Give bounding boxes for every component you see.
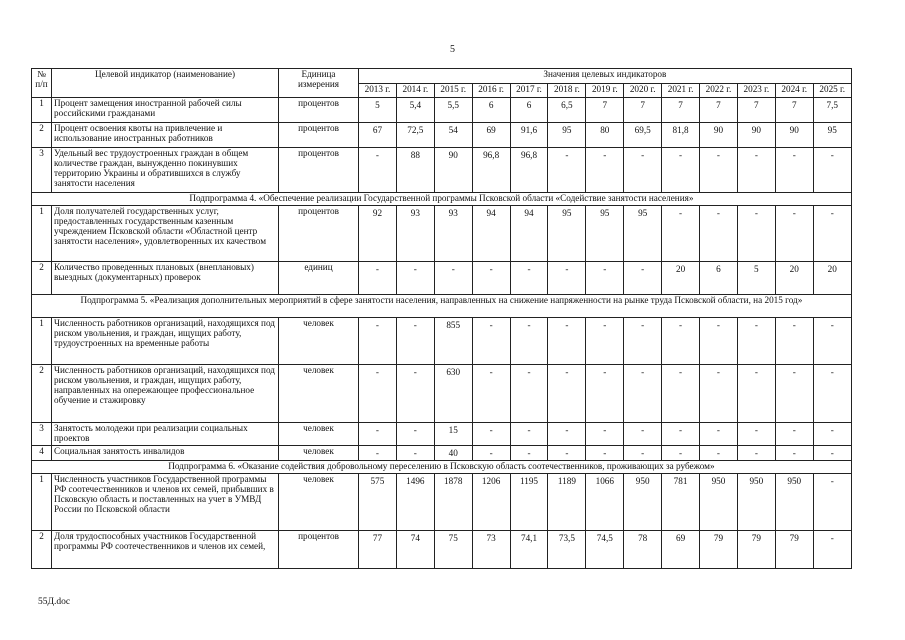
indicator-value: -	[775, 206, 813, 262]
indicator-value: 7	[775, 98, 813, 123]
indicator-value: 94	[510, 206, 548, 262]
indicator-value: 90	[700, 123, 738, 148]
table-row	[32, 148, 852, 193]
indicator-name: Количество проведенных плановых (внеплановых) выездных (документарных) проверок	[52, 262, 279, 295]
indicator-value: 781	[662, 474, 700, 531]
row-number: 1	[32, 318, 52, 365]
indicator-value: -	[510, 446, 548, 461]
indicator-value: -	[396, 446, 434, 461]
indicator-value: -	[548, 446, 586, 461]
indicator-value: -	[624, 365, 662, 423]
indicator-value: -	[775, 318, 813, 365]
indicator-value: 95	[586, 206, 624, 262]
indicator-value: 7	[662, 98, 700, 123]
indicator-value: -	[586, 423, 624, 446]
indicator-value: -	[472, 318, 510, 365]
indicator-value: -	[396, 365, 434, 423]
header-year: 2013 г.	[359, 84, 397, 98]
indicator-value: 92	[359, 206, 397, 262]
indicator-value: -	[662, 365, 700, 423]
indicator-value: 95	[813, 123, 851, 148]
indicator-value: 5	[359, 98, 397, 123]
indicator-value: 77	[359, 531, 397, 569]
indicator-value: -	[624, 262, 662, 295]
indicator-value: -	[737, 206, 775, 262]
indicator-value: -	[359, 148, 397, 193]
indicator-value: 96,8	[510, 148, 548, 193]
indicator-value: -	[813, 474, 851, 531]
unit-of-measure: человек	[279, 318, 359, 365]
table-row	[32, 206, 852, 262]
indicator-value: 79	[775, 531, 813, 569]
indicator-value: 54	[434, 123, 472, 148]
indicator-value: -	[775, 148, 813, 193]
indicator-value: 1206	[472, 474, 510, 531]
indicator-value: -	[472, 446, 510, 461]
indicator-name: Численность участников Государственной программы РФ соотечественников и членов их семей, прибывших в Псковскую область и поставленных на учет в УМВД России по Псковской области	[52, 474, 279, 531]
indicator-value: -	[624, 446, 662, 461]
indicator-value: 5,4	[396, 98, 434, 123]
table-row	[32, 474, 852, 531]
indicator-value: -	[813, 531, 851, 569]
indicator-value: 855	[434, 318, 472, 365]
row-number: 3	[32, 423, 52, 446]
indicator-value: 74,5	[586, 531, 624, 569]
indicator-name: Доля получателей государственных услуг, предоставленных государственным казенным учреждением Псковской области «Областной центр занятости населения», удовлетворенных их качеством	[52, 206, 279, 262]
indicator-name: Социальная занятость инвалидов	[52, 446, 279, 461]
indicator-value: 6	[700, 262, 738, 295]
header-unit: Единица измерения	[279, 69, 359, 98]
subprogram-title: Подпрограмма 4. «Обеспечение реализации Государственной программы Псковской области «Содействие занятости населения»	[32, 193, 852, 206]
indicator-value: 950	[700, 474, 738, 531]
indicator-value: -	[396, 318, 434, 365]
indicator-value: 6,5	[548, 98, 586, 123]
indicator-value: 95	[548, 123, 586, 148]
indicator-value: 1496	[396, 474, 434, 531]
indicator-value: -	[737, 318, 775, 365]
unit-of-measure: процентов	[279, 123, 359, 148]
header-year: 2020 г.	[624, 84, 662, 98]
indicator-value: -	[548, 423, 586, 446]
target-indicators-table	[31, 68, 852, 569]
row-number: 2	[32, 365, 52, 423]
indicator-value: -	[586, 262, 624, 295]
indicator-value: 20	[662, 262, 700, 295]
indicator-value: 40	[434, 446, 472, 461]
indicator-value: -	[737, 446, 775, 461]
indicator-value: 630	[434, 365, 472, 423]
indicator-name: Процент освоения квоты на привлечение и использование иностранных работников	[52, 123, 279, 148]
indicator-value: -	[548, 365, 586, 423]
indicator-value: 79	[737, 531, 775, 569]
indicator-value: 6	[510, 98, 548, 123]
table-row	[32, 531, 852, 569]
indicator-value: 575	[359, 474, 397, 531]
indicator-value: -	[662, 206, 700, 262]
indicator-value: -	[548, 318, 586, 365]
indicator-value: -	[737, 365, 775, 423]
indicator-value: 93	[434, 206, 472, 262]
unit-of-measure: процентов	[279, 531, 359, 569]
indicator-value: -	[586, 446, 624, 461]
indicator-value: -	[737, 148, 775, 193]
indicator-value: 90	[434, 148, 472, 193]
row-number: 2	[32, 531, 52, 569]
unit-of-measure: процентов	[279, 148, 359, 193]
header-year: 2024 г.	[775, 84, 813, 98]
indicator-value: -	[813, 446, 851, 461]
header-year: 2016 г.	[472, 84, 510, 98]
unit-of-measure: человек	[279, 365, 359, 423]
row-number: 1	[32, 206, 52, 262]
indicator-value: 73	[472, 531, 510, 569]
indicator-value: 69	[472, 123, 510, 148]
indicator-value: 1195	[510, 474, 548, 531]
indicator-value: -	[359, 446, 397, 461]
indicator-value: 20	[813, 262, 851, 295]
indicator-value: 90	[737, 123, 775, 148]
indicator-value: -	[548, 262, 586, 295]
unit-of-measure: человек	[279, 423, 359, 446]
indicator-value: -	[359, 423, 397, 446]
table-row	[32, 318, 852, 365]
indicator-value: -	[775, 423, 813, 446]
header-num: № п/п	[32, 69, 52, 98]
indicator-value: 15	[434, 423, 472, 446]
subprogram-title: Подпрограмма 5. «Реализация дополнительных мероприятий в сфере занятости населения, направленных на снижение напряженности на рынке труда Псковской области, на 2015 год»	[32, 295, 852, 318]
table-row	[32, 262, 852, 295]
indicator-value: -	[624, 318, 662, 365]
subprogram-title: Подпрограмма 6. «Оказание содействия добровольному переселению в Псковскую область соотечественников, проживающих за рубежом»	[32, 461, 852, 474]
indicator-value: -	[510, 262, 548, 295]
header-name: Целевой индикатор (наименование)	[52, 69, 279, 98]
indicator-value: -	[662, 423, 700, 446]
table-row	[32, 446, 852, 461]
row-number: 2	[32, 123, 52, 148]
indicator-name: Процент замещения иностранной рабочей силы российскими гражданами	[52, 98, 279, 123]
table-row	[32, 365, 852, 423]
indicator-value: 7	[624, 98, 662, 123]
indicator-value: 78	[624, 531, 662, 569]
indicator-value: -	[737, 423, 775, 446]
indicator-value: -	[775, 446, 813, 461]
table-row	[32, 123, 852, 148]
indicator-value: -	[813, 423, 851, 446]
indicator-value: 7	[700, 98, 738, 123]
indicator-value: -	[586, 318, 624, 365]
indicator-value: -	[813, 365, 851, 423]
indicator-value: -	[548, 148, 586, 193]
indicator-value: 74,1	[510, 531, 548, 569]
indicator-value: 95	[548, 206, 586, 262]
header-year: 2017 г.	[510, 84, 548, 98]
indicator-value: 7	[586, 98, 624, 123]
indicator-name: Доля трудоспособных участников Государственной программы РФ соотечественников и членов их семей,	[52, 531, 279, 569]
indicator-name: Численность работников организаций, находящихся под риском увольнения, и граждан, ищущих работу, трудоустроенных на временные работы	[52, 318, 279, 365]
indicator-value: 6	[472, 98, 510, 123]
indicator-value: 90	[775, 123, 813, 148]
unit-of-measure: процентов	[279, 206, 359, 262]
indicator-value: -	[813, 206, 851, 262]
indicator-value: 73,5	[548, 531, 586, 569]
indicator-value: 95	[624, 206, 662, 262]
indicator-value: -	[510, 318, 548, 365]
indicator-value: 72,5	[396, 123, 434, 148]
indicator-value: 950	[775, 474, 813, 531]
indicator-value: -	[700, 423, 738, 446]
indicator-value: -	[700, 446, 738, 461]
unit-of-measure: человек	[279, 446, 359, 461]
indicator-value: -	[359, 262, 397, 295]
indicator-value: -	[662, 446, 700, 461]
indicator-value: -	[510, 423, 548, 446]
header-year: 2022 г.	[700, 84, 738, 98]
indicator-value: 7	[737, 98, 775, 123]
indicator-value: -	[586, 365, 624, 423]
header-year: 2018 г.	[548, 84, 586, 98]
indicator-value: -	[624, 423, 662, 446]
header-year: 2014 г.	[396, 84, 434, 98]
indicator-name: Удельный вес трудоустроенных граждан в общем количестве граждан, вынужденно покинувших территорию Украины и обратившихся в службу занятости населения	[52, 148, 279, 193]
indicator-value: 67	[359, 123, 397, 148]
indicator-value: -	[472, 423, 510, 446]
indicator-value: -	[700, 148, 738, 193]
indicator-value: 74	[396, 531, 434, 569]
header-year: 2021 г.	[662, 84, 700, 98]
row-number: 2	[32, 262, 52, 295]
indicator-value: 950	[624, 474, 662, 531]
indicator-value: 1189	[548, 474, 586, 531]
table-row	[32, 98, 852, 123]
unit-of-measure: единиц	[279, 262, 359, 295]
indicator-value: 20	[775, 262, 813, 295]
indicator-value: -	[359, 318, 397, 365]
indicator-value: 69	[662, 531, 700, 569]
indicator-name: Занятость молодежи при реализации социальных проектов	[52, 423, 279, 446]
indicator-value: -	[813, 318, 851, 365]
file-name-footer: 55Д.doc	[38, 597, 71, 607]
indicator-value: 94	[472, 206, 510, 262]
indicator-value: -	[700, 206, 738, 262]
indicator-value: -	[586, 148, 624, 193]
indicator-value: -	[396, 262, 434, 295]
header-year: 2015 г.	[434, 84, 472, 98]
indicator-value: -	[813, 148, 851, 193]
indicator-value: 81,8	[662, 123, 700, 148]
header-year: 2023 г.	[737, 84, 775, 98]
row-number: 1	[32, 474, 52, 531]
unit-of-measure: человек	[279, 474, 359, 531]
indicator-value: 88	[396, 148, 434, 193]
indicator-value: 1878	[434, 474, 472, 531]
indicator-value: 5,5	[434, 98, 472, 123]
indicator-value: 93	[396, 206, 434, 262]
header-values-group: Значения целевых индикаторов	[359, 69, 852, 84]
indicator-value: -	[359, 365, 397, 423]
indicator-value: 91,6	[510, 123, 548, 148]
indicator-value: 950	[737, 474, 775, 531]
indicator-value: 7,5	[813, 98, 851, 123]
table-row	[32, 423, 852, 446]
indicator-value: 75	[434, 531, 472, 569]
indicator-value: -	[472, 262, 510, 295]
indicator-value: -	[472, 365, 510, 423]
indicator-value: 5	[737, 262, 775, 295]
indicator-value: 80	[586, 123, 624, 148]
row-number: 4	[32, 446, 52, 461]
indicator-value: 96,8	[472, 148, 510, 193]
indicator-value: -	[624, 148, 662, 193]
indicator-value: -	[510, 365, 548, 423]
indicator-value: -	[662, 318, 700, 365]
indicator-value: -	[775, 365, 813, 423]
indicator-value: 1066	[586, 474, 624, 531]
row-number: 1	[32, 98, 52, 123]
indicator-value: -	[700, 365, 738, 423]
indicator-value: -	[434, 262, 472, 295]
indicator-value: 79	[700, 531, 738, 569]
indicator-value: -	[396, 423, 434, 446]
indicator-value: -	[700, 318, 738, 365]
indicator-name: Численность работников организаций, находящихся под риском увольнения, и граждан, ищущих работу, направленных на опережающее профессиональное обучение и стажировку	[52, 365, 279, 423]
page-number: 5	[450, 44, 455, 55]
row-number: 3	[32, 148, 52, 193]
header-year: 2019 г.	[586, 84, 624, 98]
indicator-value: -	[662, 148, 700, 193]
indicator-value: 69,5	[624, 123, 662, 148]
unit-of-measure: процентов	[279, 98, 359, 123]
header-year: 2025 г.	[813, 84, 851, 98]
